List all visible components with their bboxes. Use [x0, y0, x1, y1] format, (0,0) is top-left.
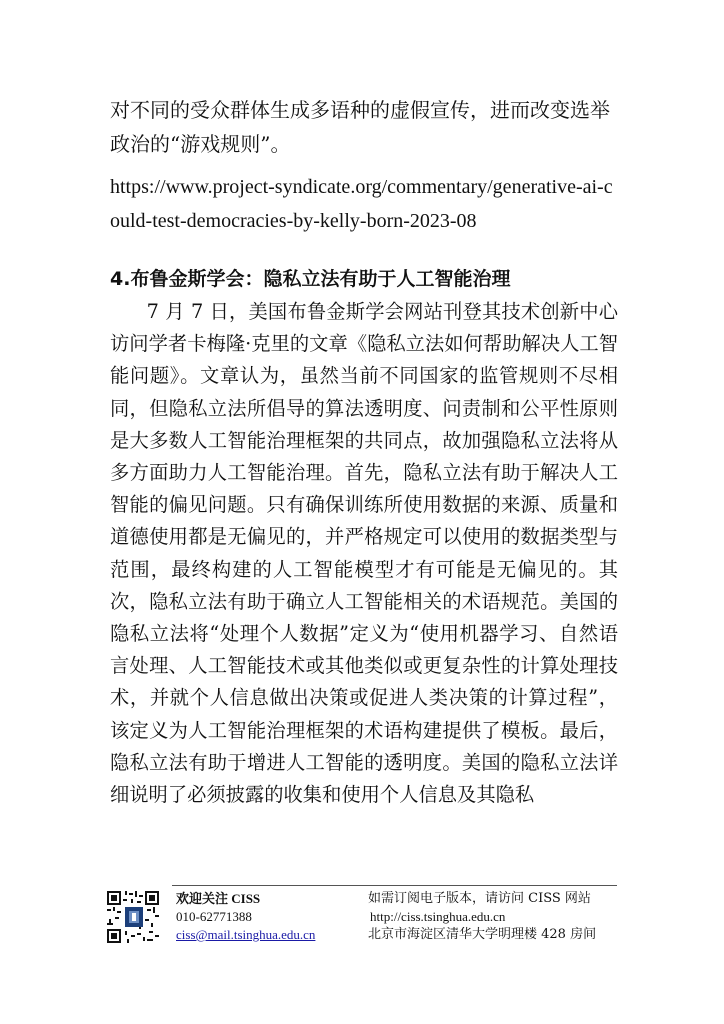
source-url[interactable]: https://www.project-syndicate.org/commentary/generative-ai-could-test-democracies-by-kelly-born-2023-08 [110, 176, 613, 232]
qr-code-icon [107, 891, 159, 943]
address: 北京市海淀区清华大学明理楼 428 房间 [368, 927, 597, 942]
section-heading: 4.布鲁金斯学会：隐私立法有助于人工智能治理 [110, 268, 511, 290]
website-link[interactable]: http://ciss.tsinghua.edu.cn [370, 909, 506, 924]
section-body: 7 月 7 日，美国布鲁金斯学会网站刊登其技术创新中心访问学者卡梅隆·克里的文章《隐私立法如何帮助解决人工智能问题》。文章认为，虽然当前不同国家的监管规则不尽相同，但隐私立法所倡导的算法透明度、问责制和公平性原则是大多数人工智能治理框架的共同点，故加强隐私立法将从多方面助力人工智能治理。首先，隐私立法有助于解决人工智能的偏见问题。只有确保训练所使用数据的来源、质量和道德使用都是无偏见的，并严格规定可以使用的数据类型与范围，最终构建的人工智能模型才有可能是无偏见的。其次，隐私立法有助于确立人工智能相关的术语规范。美国的隐私立法将“处理个人数据”定义为“使用机器学习、自然语言处理、人工智能技术或其他类似或更复杂性的计算处理技术，并就个人信息做出决策或促进人类决策的计算过程”，该定义为人工智能治理框架的术语构建提供了模板。最后，隐私立法有助于增进人工智能的透明度。美国的隐私立法详细说明了必须披露的收集和使用个人信息及其隐私 [110, 300, 618, 807]
subscribe-note: 如需订阅电子版本，请访问 CISS 网站 [368, 891, 591, 906]
email-link[interactable]: ciss@mail.tsinghua.edu.cn [176, 927, 316, 942]
follow-label: 欢迎关注 CISS [176, 891, 261, 906]
footer-divider [172, 885, 617, 886]
intro-paragraph: 对不同的受众群体生成多语种的虚假宣传，进而改变选举政治的“游戏规则”。 [110, 98, 610, 156]
phone-number: 010-62771388 [176, 909, 252, 924]
